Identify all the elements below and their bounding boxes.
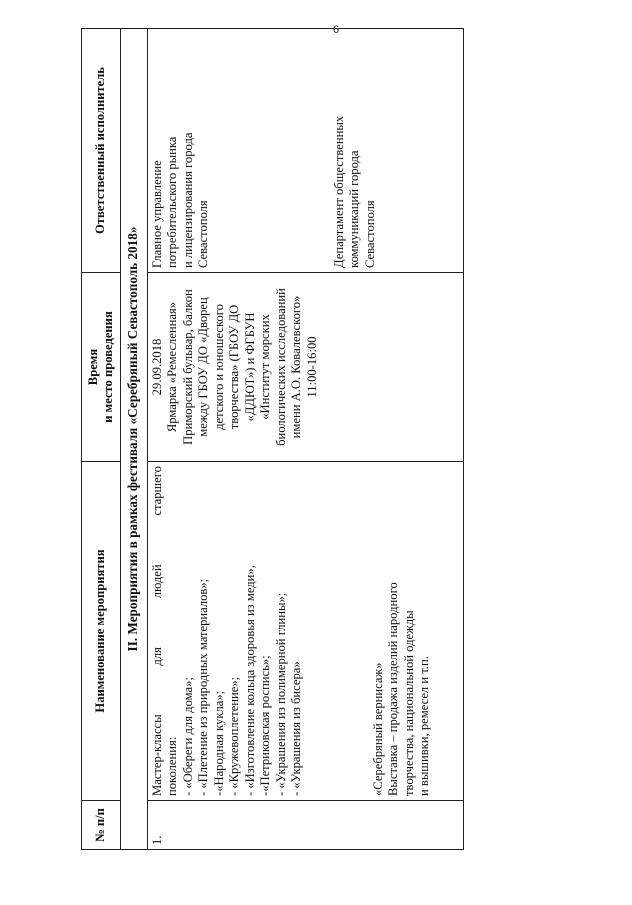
responsible-cell	[148, 29, 464, 273]
list-item: Севастополя	[196, 200, 211, 268]
list-item: «Серебряный вернисаж»	[370, 662, 385, 796]
list-item: потребительского рынка	[165, 136, 180, 268]
list-item: - «Изготовление кольца здоровья из меди»,	[242, 565, 257, 796]
header-event-name: Наименование мероприятия	[82, 462, 121, 801]
table-header-row	[82, 29, 121, 850]
table-row	[148, 29, 464, 850]
header-responsible: Ответственный исполнитель	[82, 29, 121, 273]
list-item: Приморский бульвар, балкон	[180, 289, 195, 445]
list-item: Севастополя	[362, 200, 377, 268]
list-item: 29.09.2018	[150, 338, 164, 396]
event-intro-line	[150, 466, 165, 796]
list-item: детского и юношеского	[211, 304, 226, 430]
list-item: - «Кружевоплетение»;	[227, 676, 242, 796]
time-place-lines	[150, 277, 320, 457]
list-item: «Институт морских	[258, 314, 273, 420]
list-item: - «Обереги для дома»;	[180, 677, 195, 796]
intro-word: Мастер-классы	[150, 714, 164, 796]
list-item: - «Украшения из бисера»	[289, 661, 304, 796]
spacer	[212, 33, 332, 268]
events-table	[81, 28, 464, 850]
list-item: - «Плетение из природных материалов»;	[196, 578, 211, 796]
header-time-place-line1: Время	[85, 348, 100, 386]
list-item: 11:00-16:00	[304, 336, 319, 398]
list-item: Ярмарка «Ремесленная»	[165, 301, 180, 433]
list-item: биологических исследований	[273, 288, 288, 446]
event-name-cell	[148, 462, 464, 801]
exhibition-block	[371, 466, 433, 796]
list-item: творчества, национальной одежды	[401, 610, 416, 796]
list-item: Выставка – продажа изделий народного	[386, 582, 401, 796]
rotated-table-container	[81, 65, 464, 850]
page-number: 6	[333, 24, 340, 36]
header-num: № п/п	[82, 801, 121, 850]
list-item: Департамент общественных	[331, 115, 346, 268]
list-item: - «Украшения из полимерной глины»;	[273, 592, 288, 796]
list-item: Главное управление	[150, 160, 164, 268]
list-item: поколения:	[165, 736, 180, 796]
header-time-place	[82, 273, 121, 462]
section-title: II. Мероприятия в рамках фестиваля «Серебряный Севастополь 2018»	[121, 29, 148, 850]
list-item: -«Народная кукла»;	[211, 690, 226, 796]
time-place-cell	[148, 273, 464, 462]
list-item: между ГБОУ ДО «Дворец	[196, 297, 211, 437]
list-item: -«Петриковская роспись»;	[258, 655, 273, 796]
intro-word: людей	[150, 564, 164, 599]
list-item: и лицензирования города	[180, 132, 195, 268]
list-item: «ДДЮТ») и ФГБУН	[242, 312, 257, 422]
section-row	[121, 29, 148, 850]
responsible-block-2	[332, 33, 378, 268]
intro-word: для	[150, 647, 164, 666]
list-item: коммуникаций города	[347, 150, 362, 268]
intro-word: старшего	[150, 466, 164, 516]
header-time-place-line2: и место проведения	[101, 311, 115, 423]
list-item: творчества» (ГБОУ ДО	[227, 304, 242, 430]
master-class-list	[165, 466, 304, 796]
responsible-block-1	[150, 33, 212, 268]
row-number: 1.	[148, 801, 464, 850]
list-item: имени А.О. Ковалевского»	[289, 295, 304, 439]
list-item: и вышивки, ремесел и т.п.	[417, 656, 432, 796]
spacer	[305, 466, 371, 796]
